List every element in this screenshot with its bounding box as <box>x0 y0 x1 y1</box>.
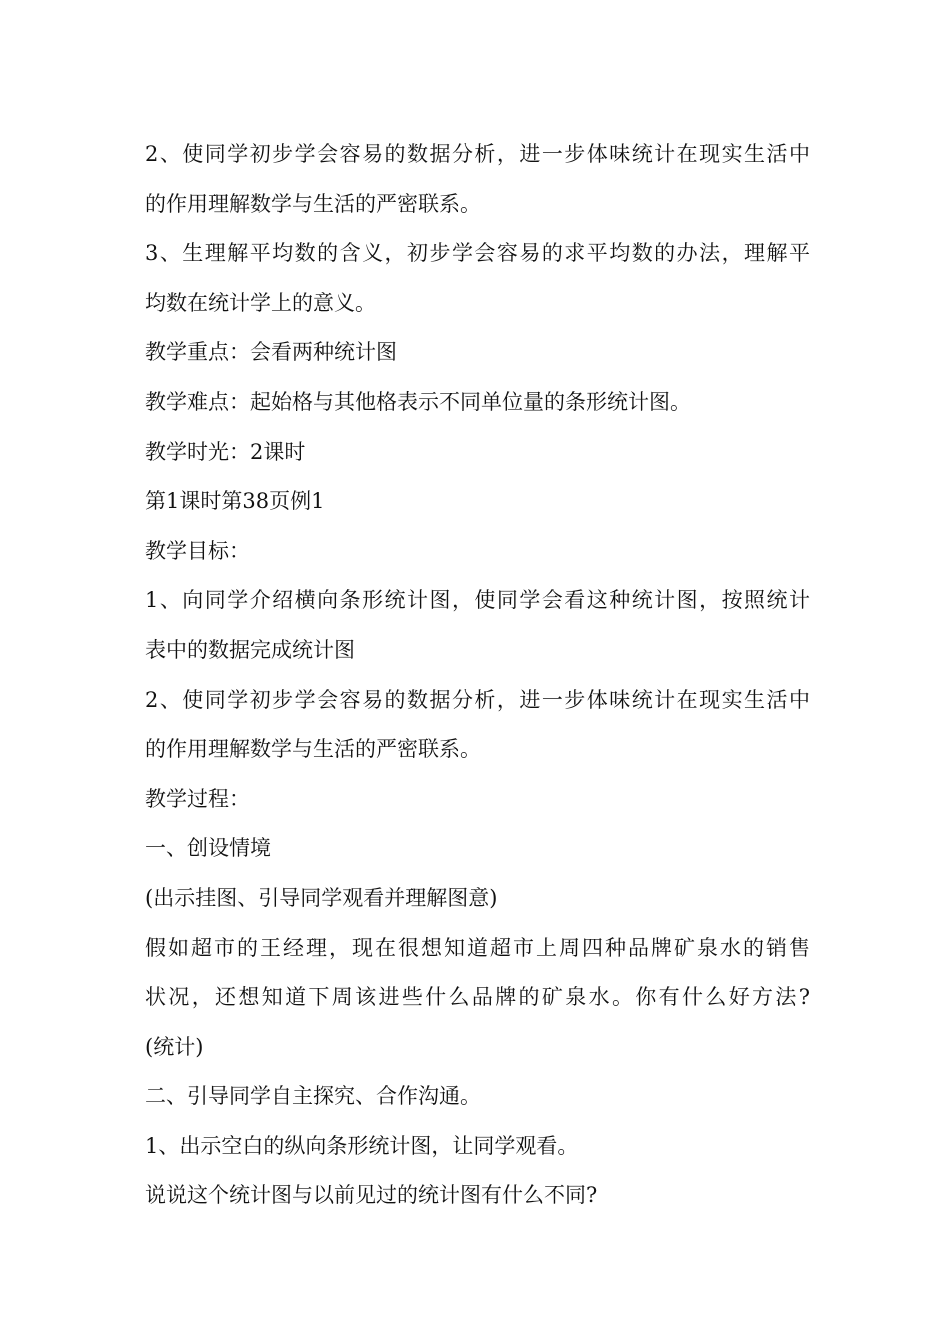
text-line: 假如超市的王经理，现在很想知道超市上周四种品牌矿泉水的销售 <box>145 935 810 960</box>
text-line: 说说这个统计图与以前见过的统计图有什么不同? <box>145 1183 598 1208</box>
text-line: 1、出示空白的纵向条形统计图，让同学观看。 <box>145 1133 579 1158</box>
text-line: 均数在统计学上的意义。 <box>145 290 376 315</box>
text-line: 2、使同学初步学会容易的数据分析，进一步体味统计在现实生活中 <box>145 687 810 712</box>
teaching-goals-heading: 教学目标： <box>145 538 250 563</box>
section-heading: 一、创设情境 <box>145 836 271 861</box>
text-line: 2、使同学初步学会容易的数据分析，进一步体味统计在现实生活中 <box>145 142 810 166</box>
section-heading: 二、引导同学自主探究、合作沟通。 <box>145 1084 481 1109</box>
text-line: 的作用理解数学与生活的严密联系。 <box>145 191 481 216</box>
teaching-process-heading: 教学过程： <box>145 786 250 811</box>
text-line: 表中的数据完成统计图 <box>145 637 355 662</box>
text-line: 3、生理解平均数的含义，初步学会容易的求平均数的办法，理解平 <box>145 241 810 266</box>
document-body <box>145 130 810 1221</box>
text-line: 1、向同学介绍横向条形统计图，使同学会看这种统计图，按照统计 <box>145 588 810 613</box>
teaching-time: 教学时光：2课时 <box>145 439 306 464</box>
teaching-difficulty: 教学难点：起始格与其他格表示不同单位量的条形统计图。 <box>145 389 691 414</box>
text-line: (出示挂图、引导同学观看并理解图意) <box>145 885 498 910</box>
text-line: 状况，还想知道下周该进些什么品牌的矿泉水。你有什么好方法? <box>145 985 810 1010</box>
text-line: (统计) <box>145 1034 204 1059</box>
teaching-focus: 教学重点：会看两种统计图 <box>145 340 397 365</box>
text-line: 的作用理解数学与生活的严密联系。 <box>145 737 481 762</box>
lesson-heading: 第1课时第38页例1 <box>145 489 325 514</box>
